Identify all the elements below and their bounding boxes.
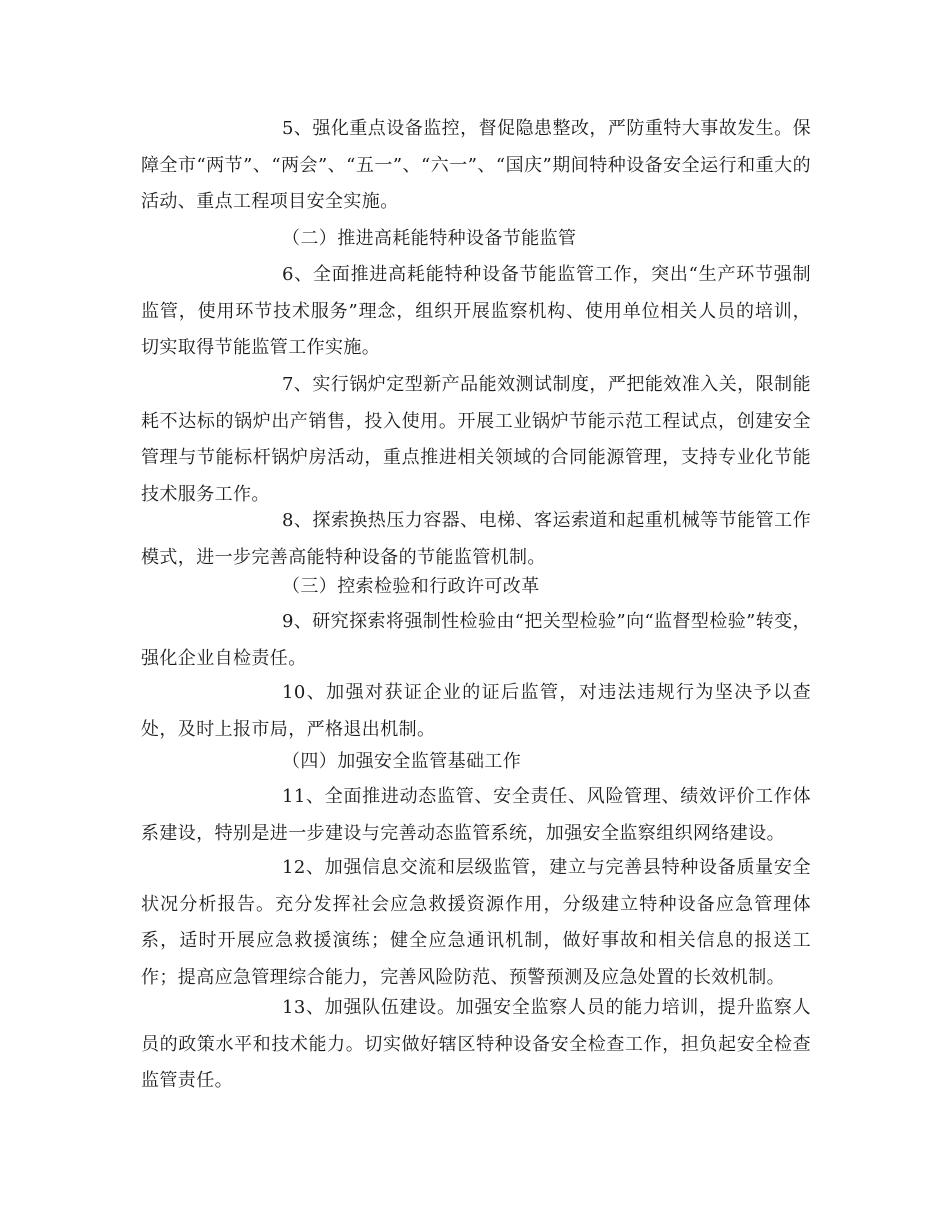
section-heading-2: （二）推进高耗能特种设备节能监管 <box>282 228 577 249</box>
paragraph-8: 8、探索换热压力容器、电梯、客运索道和起重机械等节能管工作模式，进一步完善高能特种设备的节能监管机制。 <box>141 510 811 568</box>
paragraph-10: 10、加强对获证企业的证后监管，对违法违规行为坚决予以查处，及时上报市局，严格退出机制。 <box>141 682 811 740</box>
section-heading-3: （三）控索检验和行政许可改革 <box>282 576 540 597</box>
paragraph-11: 11、全面推进动态监管、安全责任、风险管理、绩效评价工作体系建设，特别是进一步建设与完善动态监管系统，加强安全监察组织网络建设。 <box>141 786 811 844</box>
paragraph-7: 7、实行锅炉定型新产品能效测试制度，严把能效准入关，限制能耗不达标的锅炉出产销售，投入使用。开展工业锅炉节能示范工程试点，创建安全管理与节能标杆锅炉房活动，重点推进相关领域的合同能源管理，支持专业化节能技术服务工作。 <box>141 374 811 505</box>
paragraph-9: 9、研究探索将强制性检验由“把关型检验”向“监督型检验”转变，强化企业自检责任。 <box>141 611 811 669</box>
paragraph-6: 6、全面推进高耗能特种设备节能监管工作，突出“生产环节强制监管，使用环节技术服务”理念，组织开展监察机构、使用单位相关人员的培训，切实取得节能监管工作实施。 <box>141 264 811 358</box>
paragraph-5: 5、强化重点设备监控，督促隐患整改，严防重特大事故发生。保障全市“两节”、“两会”、“五一”、“六一”、“国庆”期间特种设备安全运行和重大的活动、重点工程项目安全实施。 <box>141 118 811 212</box>
paragraph-13: 13、加强队伍建设。加强安全监察人员的能力培训，提升监察人员的政策水平和技术能力。切实做好辖区特种设备安全检查工作，担负起安全检查监管责任。 <box>141 997 811 1091</box>
section-heading-4: （四）加强安全监管基础工作 <box>282 751 522 772</box>
paragraph-12: 12、加强信息交流和层级监管，建立与完善县特种设备质量安全状况分析报告。充分发挥社会应急救援资源作用，分级建立特种设备应急管理体系，适时开展应急救援演练；健全应急通讯机制，做好事故和相关信息的报送工作；提高应急管理综合能力，完善风险防范、预警预测及应急处置的长效机制。 <box>141 857 811 988</box>
